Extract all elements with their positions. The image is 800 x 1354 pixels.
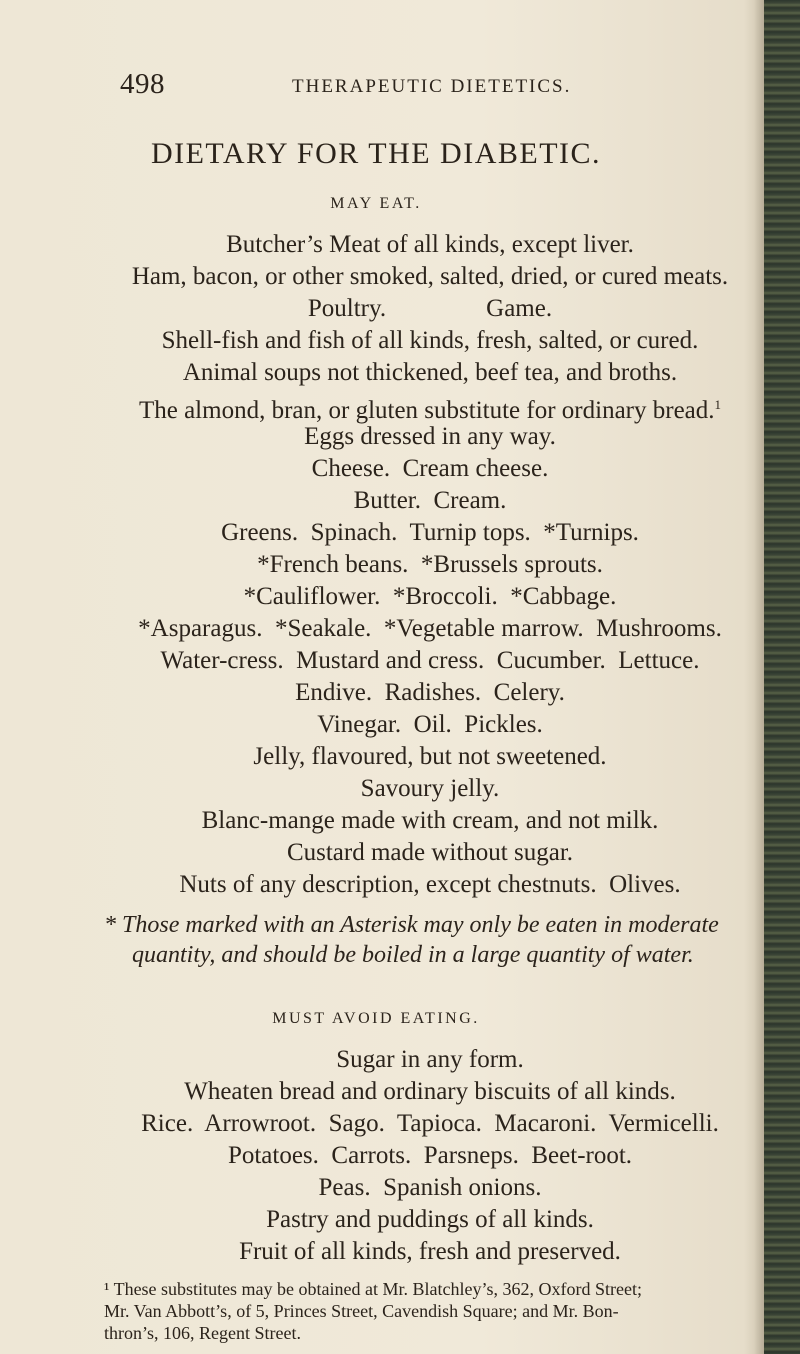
- may-eat-line: Butcher’s Meat of all kinds, except liver.: [226, 231, 634, 258]
- may-eat-line: *Cauliflower. *Broccoli. *Cabbage.: [243, 583, 617, 610]
- may-eat-line: Nuts of any description, except chestnuts. Olives.: [179, 871, 681, 898]
- may-eat-line: Water-cress. Mustard and cress. Cucumber. Lettuce.: [160, 647, 700, 674]
- may-eat-line: Blanc-mange made with cream, and not milk.: [201, 807, 659, 834]
- may-eat-line: Eggs dressed in any way.: [304, 423, 556, 450]
- may-eat-line: Ham, bacon, or other smoked, salted, dried, or cured meats.: [131, 263, 729, 290]
- footnote-line: ¹ These substitutes may be obtained at Mr. Blatchley’s, 362, Oxford Street;: [104, 1279, 642, 1299]
- page-title: DIETARY FOR THE DIABETIC.: [150, 137, 602, 170]
- must-avoid-line: Sugar in any form.: [336, 1046, 524, 1073]
- may-eat-line: Shell-fish and fish of all kinds, fresh, salted, or cured.: [161, 327, 699, 354]
- must-avoid-heading: MUST AVOID EATING.: [272, 1010, 480, 1027]
- asterisk-note-line: quantity, and should be boiled in a large quantity of water.: [132, 942, 694, 968]
- may-eat-line: Endive. Radishes. Celery.: [295, 679, 565, 706]
- may-eat-line-text: The almond, bran, or gluten substitute for ordinary bread.: [138, 397, 715, 424]
- may-eat-line: Jelly, flavoured, but not sweetened.: [253, 743, 607, 770]
- asterisk-note-line: * Those marked with an Asterisk may only be eaten in moderate: [104, 912, 719, 938]
- may-eat-line: *French beans. *Brussels sprouts.: [257, 551, 603, 578]
- may-eat-line: Vinegar. Oil. Pickles.: [317, 711, 543, 738]
- footnote-line: Mr. Van Abbott’s, of 5, Princes Street, Cavendish Square; and Mr. Bon-: [104, 1301, 619, 1321]
- may-eat-heading: MAY EAT.: [330, 195, 422, 212]
- must-avoid-line: Rice. Arrowroot. Sago. Tapioca. Macaroni. Vermicelli.: [141, 1110, 719, 1137]
- running-head: THERAPEUTIC DIETETICS.: [292, 76, 572, 97]
- may-eat-line: *Asparagus. *Seakale. *Vegetable marrow. Mushrooms.: [138, 615, 722, 642]
- must-avoid-line: Peas. Spanish onions.: [318, 1174, 542, 1201]
- must-avoid-line: Potatoes. Carrots. Parsneps. Beet-root.: [227, 1142, 633, 1169]
- may-eat-line: Animal soups not thickened, beef tea, and broths.: [182, 359, 678, 386]
- book-fore-edge: [764, 0, 800, 1354]
- footnote-line: thron’s, 106, Regent Street.: [104, 1323, 301, 1343]
- footnote-marker: 1: [714, 397, 722, 412]
- may-eat-line: [100, 390, 760, 426]
- must-avoid-line: Wheaten bread and ordinary biscuits of all kinds.: [184, 1078, 676, 1105]
- may-eat-line: Savoury jelly.: [360, 775, 500, 802]
- may-eat-line: Poultry. Game.: [307, 295, 553, 322]
- must-avoid-line: Fruit of all kinds, fresh and preserved.: [239, 1238, 621, 1265]
- may-eat-line: Custard made without sugar.: [286, 839, 574, 866]
- page-header: [0, 68, 760, 108]
- may-eat-line: Butter. Cream.: [353, 487, 507, 514]
- must-avoid-line: Pastry and puddings of all kinds.: [266, 1206, 594, 1233]
- may-eat-line: Cheese. Cream cheese.: [311, 455, 549, 482]
- may-eat-line: Greens. Spinach. Turnip tops. *Turnips.: [221, 519, 639, 546]
- page-number: 498: [120, 68, 165, 100]
